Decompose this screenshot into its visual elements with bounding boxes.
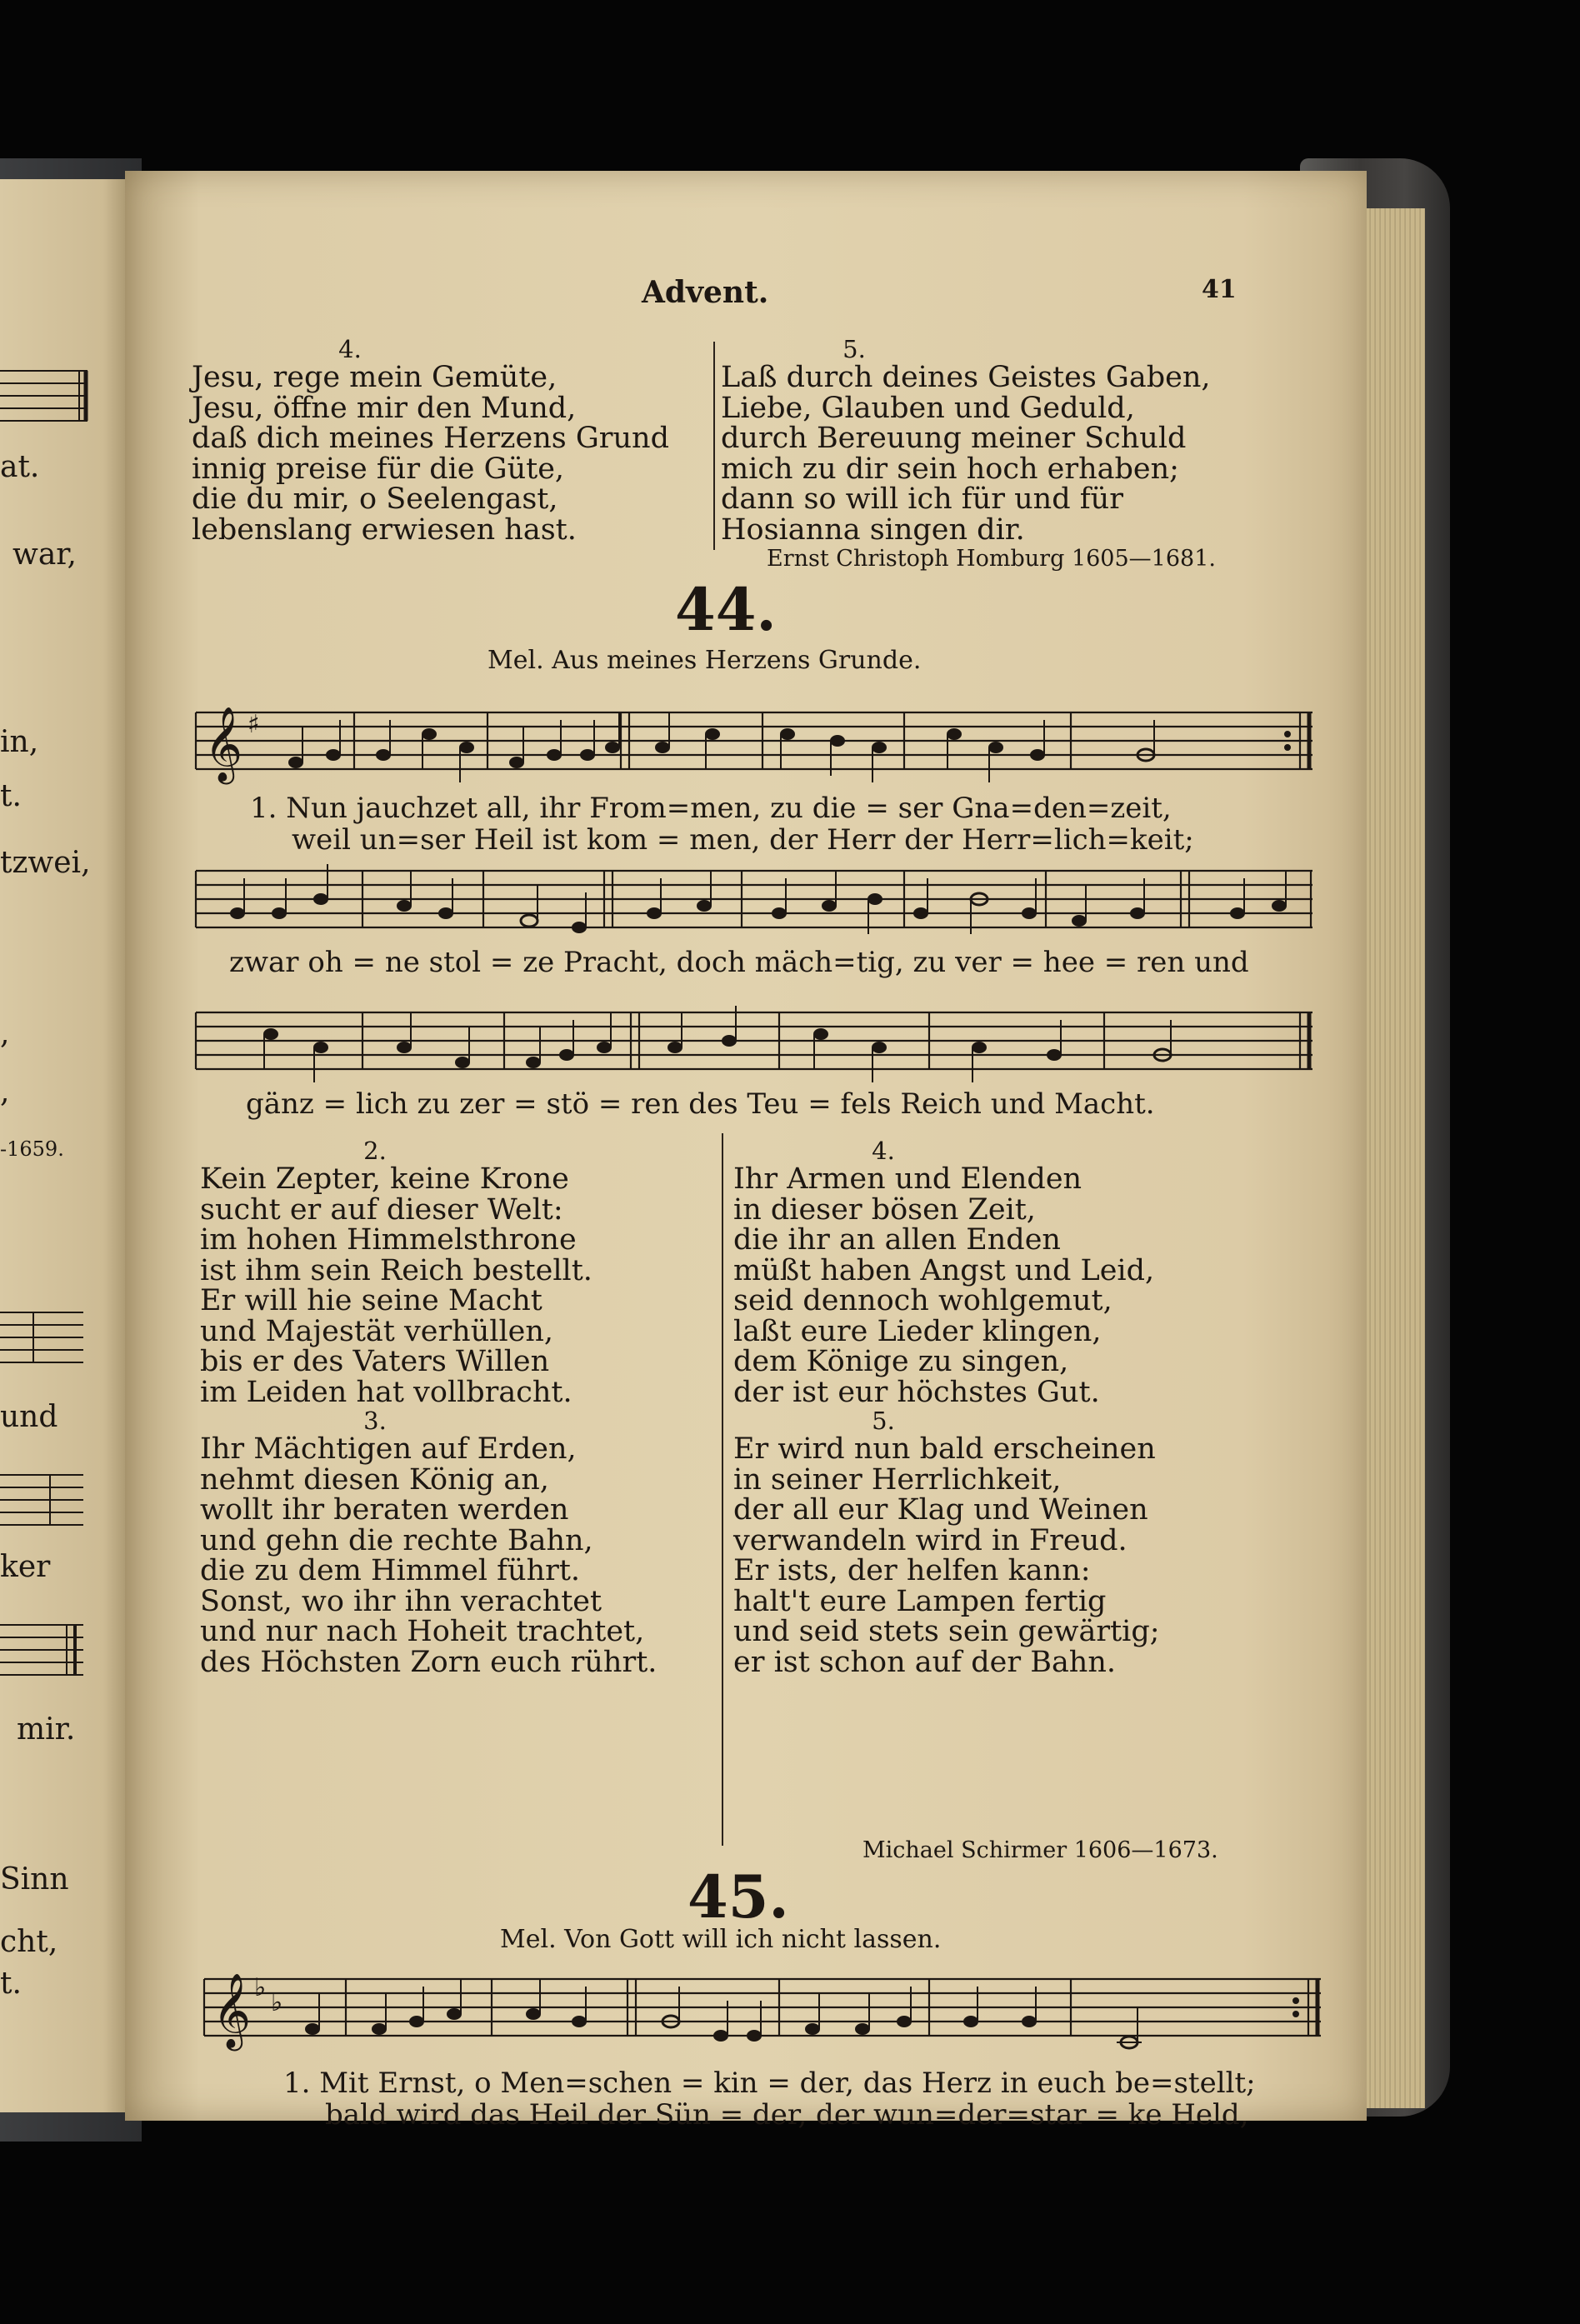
verse-line: Laß durch deines Geistes Gaben, [721,361,1211,394]
verse-line: Kein Zepter, keine Krone [200,1162,569,1196]
verse-line: in dieser bösen Zeit, [733,1192,1036,1227]
verse-line: Hosianna singen dir. [721,512,1025,547]
verse-line: der ist eur höchstes Gut. [733,1375,1100,1409]
top-verse-4 [192,336,775,545]
verse-line: dem Könige zu singen, [733,1345,1069,1378]
verse-line: in seiner Herrlichkeit, [733,1462,1062,1497]
lyric-line: gänz = lich zu zer = stö = ren des Teu = fels Reich und Macht. [246,1087,1155,1121]
left-page [0,179,129,2112]
verse-line: nehmt diesen König an, [200,1462,549,1497]
left-fragment: und [0,1400,58,1434]
lyric-line: weil un=ser Heil ist kom = men, der Herr der Herr=lich=keit; [292,823,1194,857]
hymn-number: 45. [688,1862,789,1932]
verse-line: er ist schon auf der Bahn. [733,1645,1117,1679]
verse-number: 4. [338,335,362,363]
author-credit: Ernst Christoph Homburg 1605—1681. [767,546,1216,572]
verse-line: laßt eure Lieder klingen, [733,1314,1102,1348]
left-fragment: tzwei, [0,846,91,880]
verse-line: im Leiden hat vollbracht. [200,1375,572,1409]
verse-line: die du mir, o Seelengast, [192,482,558,516]
left-staff-1 [0,362,96,429]
verse-line: seid dennoch wohlgemut, [733,1284,1112,1317]
verse-number: 5. [872,1407,895,1435]
lyric-line: 1. Mit Ernst, o Men=schen = kin = der, das Herz in euch be=stellt; [283,2067,1256,2100]
hymn-number: 44. [675,575,777,644]
lyric-line: zwar oh = ne stol = ze Pracht, doch mäch=tig, zu ver = hee = ren und [229,946,1249,979]
verse-line: und gehn die rechte Bahn, [200,1523,593,1557]
verse-line: durch Bereuung meiner Schuld [721,422,1187,455]
music-staff-45-1 [204,1962,1371,2062]
left-fragment: war, [12,537,77,572]
left-fragment: at. [0,450,40,484]
svg-text:♭: ♭ [271,1988,283,2017]
verse-line: innig preise für die Güte, [192,452,565,486]
column-rule [722,1133,723,1846]
hymn44-verse-4 [733,1137,1317,1677]
svg-text:♭: ♭ [254,1973,267,2002]
left-fragment: in, [0,725,39,759]
svg-text:𝄞: 𝄞 [212,1973,252,2048]
verse-line: Ihr Mächtigen auf Erden, [200,1432,577,1466]
verse-line: Er wird nun bald erscheinen [733,1432,1156,1466]
verse-line: des Höchsten Zorn euch rührt. [200,1645,658,1679]
left-fragment: ker [0,1550,51,1584]
svg-text:𝄞: 𝄞 [204,707,243,782]
verse-line: sucht er auf dieser Welt: [200,1192,563,1227]
verse-line: bis er des Vaters Willen [200,1345,550,1378]
column-rule [713,342,715,550]
verse-line: halt't eure Lampen fertig [733,1584,1107,1618]
left-fragment: Sinn [0,1862,69,1897]
verse-line: lebenslang erwiesen hast. [192,512,577,547]
left-staff-2 [0,1304,96,1371]
verse-line: Jesu, öffne mir den Mund, [192,391,577,425]
left-staff-4 [0,1617,96,1683]
verse-line: verwandeln wird in Freud. [733,1523,1128,1557]
verse-line: Ihr Armen und Elenden [733,1162,1082,1196]
verse-line: im hohen Himmelsthrone [200,1223,577,1257]
left-fragment: -1659. [0,1137,64,1161]
lyric-line: bald wird das Heil der Sün = der, der wun=der=star = ke Held, [325,2098,1249,2132]
verse-line: mich zu dir sein hoch erhaben; [721,452,1179,486]
verse-line: der all eur Klag und Weinen [733,1493,1148,1527]
verse-line: die ihr an allen Enden [733,1223,1061,1257]
left-staff-3 [0,1467,96,1533]
melody-reference: Mel. Aus meines Herzens Grunde. [488,646,922,675]
page-header: Advent. [642,275,769,310]
left-fragment: cht, [0,1925,58,1959]
left-fragment: t. [0,779,22,813]
verse-line: und Majestät verhüllen, [200,1314,554,1348]
music-staff-44-3 [196,996,1362,1096]
top-verse-5 [721,336,1321,545]
left-fragment: t. [0,1967,22,2001]
verse-line: wollt ihr beraten werden [200,1493,569,1527]
left-fragment: , [0,1017,10,1051]
verse-line: Er will hie seine Macht [200,1284,542,1317]
verse-line: müßt haben Angst und Leid, [733,1253,1155,1287]
verse-number: 4. [872,1137,895,1165]
verse-number: 5. [842,335,866,363]
verse-line: Sonst, wo ihr ihn verachtet [200,1584,602,1618]
right-page [125,171,1367,2132]
melody-reference: Mel. Von Gott will ich nicht lassen. [500,1925,942,1954]
left-fragment: mir. [17,1712,76,1747]
verse-number: 3. [363,1407,387,1435]
author-credit: Michael Schirmer 1606—1673. [862,1837,1218,1863]
page-number: 41 [1202,275,1237,304]
verse-line: daß dich meines Herzens Grund [192,422,670,455]
verse-line: dann so will ich für und für [721,482,1123,516]
verse-line: und nur nach Hoheit trachtet, [200,1615,645,1648]
music-staff-44-2 [196,854,1362,954]
verse-line: ist ihm sein Reich bestellt. [200,1253,592,1287]
verse-line: Jesu, rege mein Gemüte, [192,361,558,394]
hymn44-verse-2 [200,1137,717,1677]
verse-line: Er ists, der helfen kann: [733,1554,1091,1587]
lyric-line: 1. Nun jauchzet all, ihr From=men, zu die = ser Gna=den=zeit, [250,792,1172,825]
verse-number: 2. [363,1137,387,1165]
left-fragment: , [0,1075,10,1109]
verse-line: und seid stets sein gewärtig; [733,1615,1160,1648]
svg-text:♯: ♯ [248,710,260,739]
verse-line: Liebe, Glauben und Geduld, [721,391,1135,425]
verse-line: die zu dem Himmel führt. [200,1554,581,1587]
music-staff-44-1 [196,696,1362,796]
